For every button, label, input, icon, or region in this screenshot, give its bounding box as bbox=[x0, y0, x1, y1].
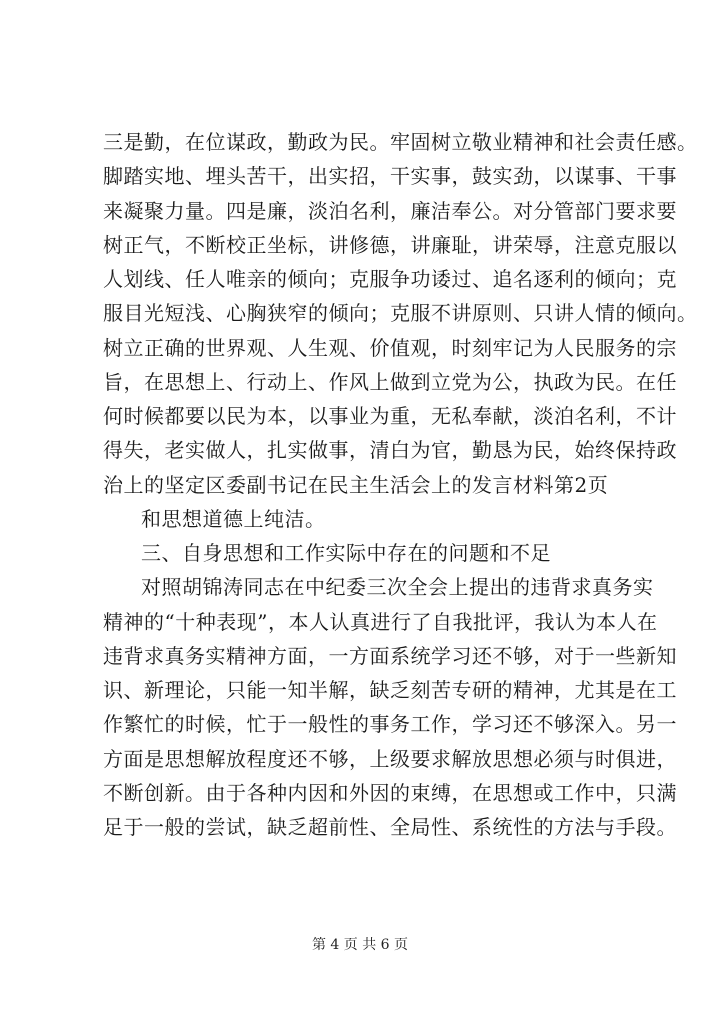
text-line: 人划线、任人唯亲的倾向；克服争功诿过、追名逐利的倾向；克 bbox=[103, 267, 677, 291]
text-line: 作繁忙的时候，忙于一般性的事务工作，学习还不够深入。另一 bbox=[103, 712, 677, 737]
text-line: 树正气，不断校正坐标，讲修德，讲廉耻，讲荣辱，注意克服以 bbox=[103, 232, 677, 257]
text-line: 树立正确的世界观、人生观、价值观，时刻牢记为人民服务的宗 bbox=[103, 335, 677, 360]
text-line: 三是勤，在位谋政，勤政为民。牢固树立敬业精神和社会责任感。 bbox=[103, 130, 698, 154]
page-footer: 第 4 页 共 6 页 bbox=[311, 937, 409, 953]
text-line: 方面是思想解放程度还不够，上级要求解放思想必须与时俱进， bbox=[103, 746, 677, 771]
paragraph-first-line: 对照胡锦涛同志在中纪委三次全会上提出的违背求真务实 bbox=[141, 575, 654, 600]
text-line: 来凝聚力量。四是廉，淡泊名利，廉洁奉公。对分管部门要求要 bbox=[103, 198, 677, 223]
text-line: 不断创新。由于各种内因和外因的束缚，在思想或工作中，只满 bbox=[103, 780, 677, 805]
text-line: 何时候都要以民为本，以事业为重，无私奉献，淡泊名利，不计 bbox=[103, 404, 677, 428]
text-line: 脚踏实地、埋头苦干，出实招，干实事，鼓实劲，以谋事、干事 bbox=[103, 164, 677, 189]
text-line: 违背求真务实精神方面，一方面系统学习还不够，对于一些新知 bbox=[103, 643, 677, 668]
text-line: 和思想道德上纯洁。 bbox=[141, 506, 326, 531]
text-line: 治上的坚定区委副书记在民主生活会上的发言材料第2页 bbox=[103, 472, 609, 497]
text-line: 识、新理论，只能一知半解，缺乏刻苦专研的精神，尤其是在工 bbox=[103, 678, 677, 702]
section-heading: 三、自身思想和工作实际中存在的问题和不足 bbox=[141, 541, 551, 565]
text-line: 得失，老实做人，扎实做事，清白为官，勤恳为民，始终保持政 bbox=[103, 438, 677, 463]
text-line: 服目光短浅、心胸狭窄的倾向；克服不讲原则、只讲人情的倾向。 bbox=[103, 301, 698, 326]
text-line: 旨，在思想上、行动上、作风上做到立党为公，执政为民。在任 bbox=[103, 369, 677, 394]
body-text bbox=[103, 125, 698, 844]
text-line: 精神的“十种表现”，本人认真进行了自我批评，我认为本人在 bbox=[103, 609, 658, 634]
text-line: 足于一般的尝试，缺乏超前性、全局性、系统性的方法与手段。 bbox=[103, 815, 677, 839]
